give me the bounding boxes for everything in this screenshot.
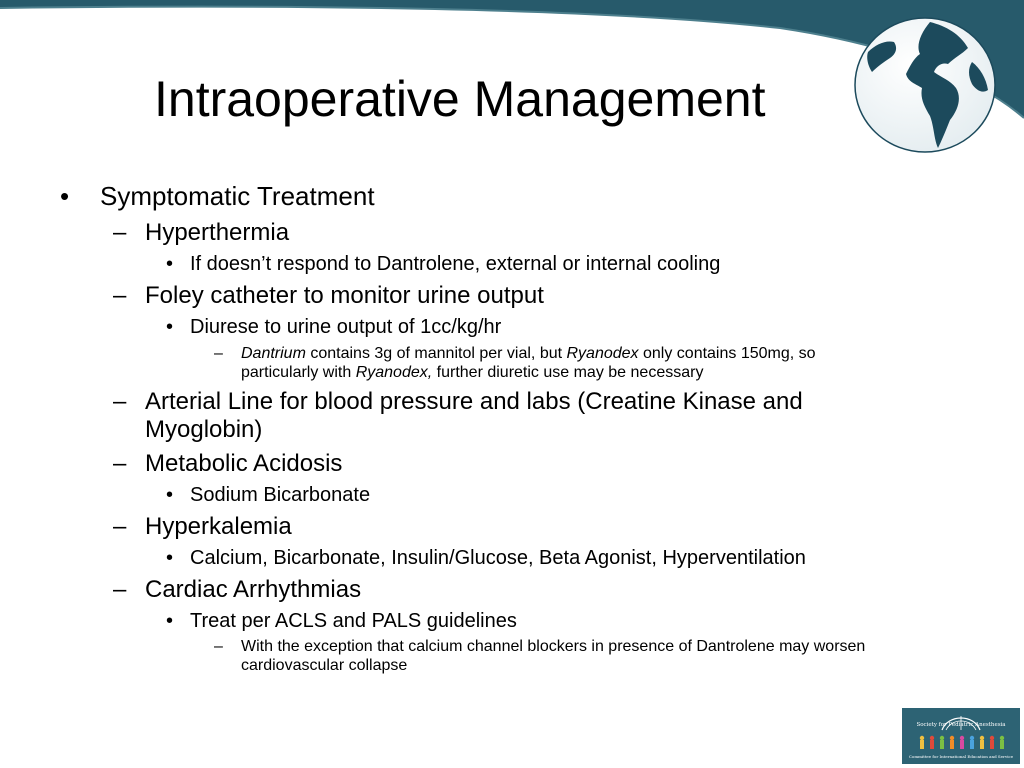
italic-text: Ryanodex	[566, 345, 639, 362]
dash-marker: –	[113, 282, 127, 309]
italic-text: Dantrium	[241, 345, 306, 362]
dash-marker: –	[214, 638, 223, 655]
bullet-text-level-4: cardiovascular collapse	[241, 657, 408, 674]
text-segment: only contains 150mg, so	[638, 345, 816, 362]
text-segment: further diuretic use may be necessary	[432, 364, 704, 381]
dash-marker: –	[113, 513, 127, 540]
bullet-text-level-2: Cardiac Arrhythmias	[145, 576, 362, 603]
bullet-text-level-3: Diurese to urine output of 1cc/kg/hr	[190, 316, 502, 338]
bullet-text-level-4	[241, 364, 703, 382]
bullet-marker: •	[60, 181, 70, 211]
dash-marker: –	[113, 388, 127, 415]
bullet-text-level-2: Hyperthermia	[145, 219, 290, 246]
logo-subtitle: Committee for International Education and Service	[908, 754, 1014, 759]
bullet-marker: •	[166, 484, 174, 506]
text-segment: contains 3g of mannitol per vial, but	[305, 345, 567, 362]
society-logo-icon	[902, 708, 1020, 764]
bullet-text-level-3: Calcium, Bicarbonate, Insulin/Glucose, Beta Agonist, Hyperventilation	[190, 547, 806, 569]
bullet-text-level-2: Metabolic Acidosis	[145, 450, 343, 477]
dash-marker: –	[113, 219, 127, 246]
bullet-text-level-2: Foley catheter to monitor urine output	[145, 282, 544, 309]
bullet-marker: •	[166, 316, 174, 338]
bullet-text-level-3: If doesn’t respond to Dantrolene, external or internal cooling	[190, 253, 721, 275]
bullet-marker: •	[166, 253, 174, 275]
dash-marker: –	[113, 450, 127, 477]
bullet-text-level-3: Treat per ACLS and PALS guidelines	[190, 610, 517, 632]
page-title: Intraoperative Management	[154, 71, 766, 127]
bullet-text-level-2: Arterial Line for blood pressure and labs (Creatine Kinase and	[145, 388, 803, 415]
bullet-marker: •	[166, 547, 174, 569]
bullet-text-level-4	[241, 345, 816, 363]
logo-title: Society for Pediatric Anesthesia	[916, 722, 1006, 728]
bullet-text-level-1: Symptomatic Treatment	[100, 181, 375, 211]
bullet-text-level-2: Hyperkalemia	[145, 513, 292, 540]
bullet-marker: •	[166, 610, 174, 632]
bullet-text-level-4: With the exception that calcium channel blockers in presence of Dantrolene may worsen	[241, 638, 866, 655]
italic-text: Ryanodex,	[355, 364, 433, 381]
dash-marker: –	[113, 576, 127, 603]
bullet-text-level-2: Myoglobin)	[145, 416, 263, 443]
text-segment: particularly with	[241, 364, 356, 381]
dash-marker: –	[214, 345, 223, 362]
bullet-text-level-3: Sodium Bicarbonate	[190, 484, 371, 506]
